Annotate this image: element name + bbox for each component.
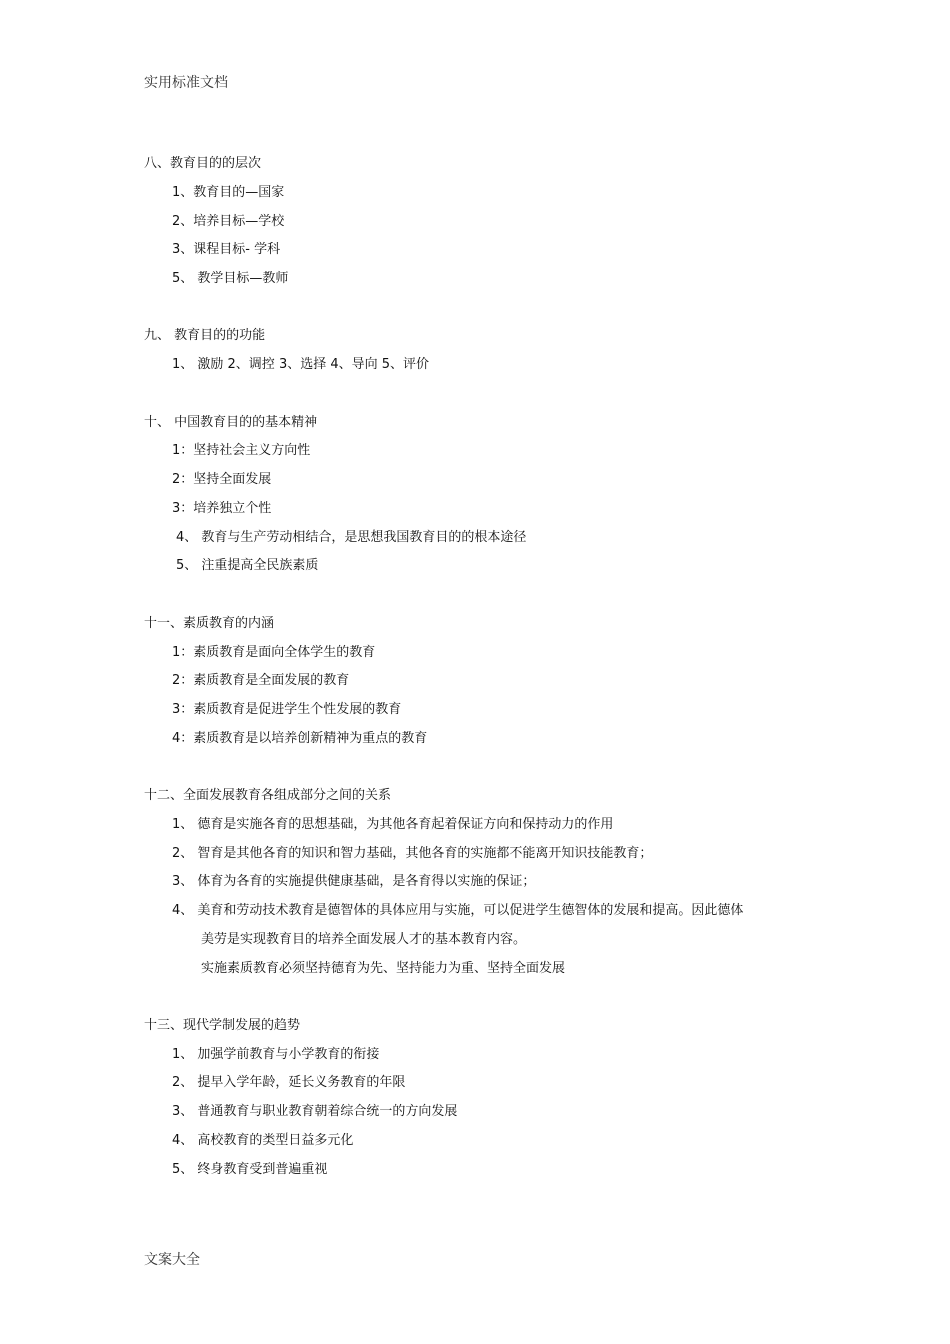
list-item: 4、 教育与生产劳动相结合，是思想我国教育目的的根本途径	[176, 530, 527, 545]
list-item: 5、 注重提高全民族素质	[176, 558, 319, 573]
section-heading: 十二、全面发展教育各组成部分之间的关系	[144, 788, 392, 803]
section-heading: 九、 教育目的的功能	[144, 328, 266, 343]
page-header: 实用标准文档	[144, 75, 228, 91]
list-item: 5、 教学目标—教师	[172, 271, 289, 286]
list-item: 1：坚持社会主义方向性	[172, 443, 311, 458]
list-item: 4：素质教育是以培养创新精神为重点的教育	[172, 731, 428, 746]
list-item: 3、 体育为各育的实施提供健康基础，是各育得以实施的保证；	[172, 874, 536, 889]
list-item: 3、课程目标- 学科	[172, 242, 281, 257]
list-item: 3：素质教育是促进学生个性发展的教育	[172, 702, 402, 717]
list-item: 1、 激励 2、调控 3、选择 4、导向 5、评价	[172, 357, 430, 372]
list-item: 2、 智育是其他各育的知识和智力基础，其他各育的实施都不能离开知识技能教育；	[172, 846, 653, 861]
list-item: 3：培养独立个性	[172, 501, 272, 516]
list-item: 1：素质教育是面向全体学生的教育	[172, 645, 376, 660]
list-item-continuation: 美劳是实现教育目的培养全面发展人才的基本教育内容。	[201, 932, 527, 947]
list-item: 5、 终身教育受到普遍重视	[172, 1162, 328, 1177]
list-item: 4、 高校教育的类型日益多元化	[172, 1133, 354, 1148]
list-item-continuation: 实施素质教育必须坚持德育为先、坚持能力为重、坚持全面发展	[201, 961, 566, 976]
section-heading: 十一、素质教育的内涵	[144, 616, 275, 631]
list-item: 2：素质教育是全面发展的教育	[172, 673, 350, 688]
list-item: 2：坚持全面发展	[172, 472, 272, 487]
section-heading: 八、教育目的的层次	[144, 156, 262, 171]
list-item: 1、教育目的—国家	[172, 185, 285, 200]
page-footer: 文案大全	[144, 1252, 200, 1268]
list-item: 1、 加强学前教育与小学教育的衔接	[172, 1047, 380, 1062]
section-heading: 十三、现代学制发展的趋势	[144, 1018, 301, 1033]
list-item: 1、 德育是实施各育的思想基础，为其他各育起着保证方向和保持动力的作用	[172, 817, 614, 832]
list-item: 4、 美育和劳动技术教育是德智体的具体应用与实施，可以促进学生德智体的发展和提高。因此德体	[172, 903, 744, 918]
section-heading: 十、 中国教育目的的基本精神	[144, 415, 318, 430]
list-item: 3、 普通教育与职业教育朝着综合统一的方向发展	[172, 1104, 458, 1119]
list-item: 2、 提早入学年龄，延长义务教育的年限	[172, 1075, 406, 1090]
list-item: 2、培养目标—学校	[172, 214, 285, 229]
